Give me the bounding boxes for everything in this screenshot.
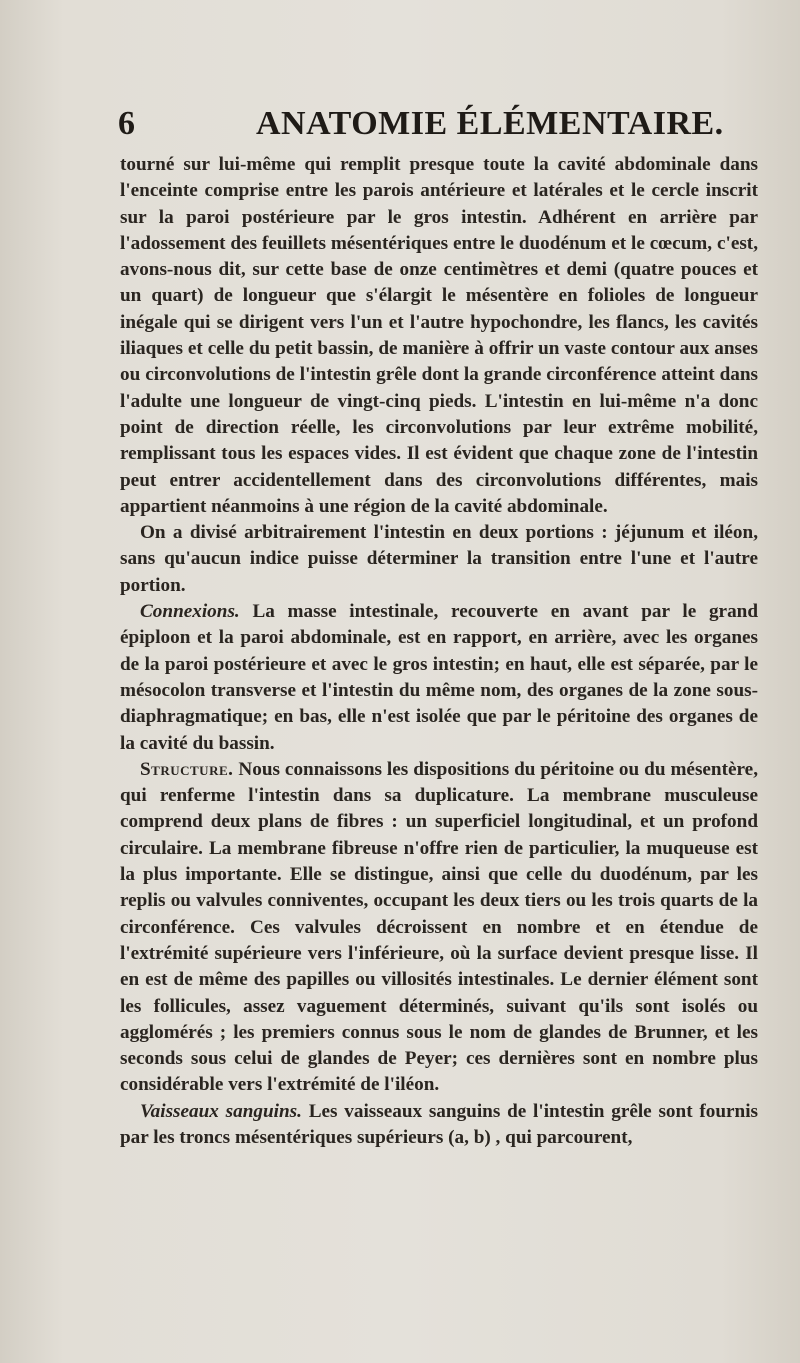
paragraph-text: tourné sur lui-même qui remplit presque toute la cavité abdominale dans l'enceinte comprise entre les parois antérieure et latérales et le cercle inscrit sur la paroi postérieure par le gros intestin. Adhérent en arrière par l'adossement des feuillets mésentériques entre le duodénum et le cœcum, c'est, avons-nous dit, sur cette base de onze centimètres et demi (quatre pouces et un quart) de longueur que s'élargit le mésentère en folioles de longueur inégale qui se dirigent vers l'un et l'autre hypochondre, les flancs, les cavités iliaques et celle du petit bassin, de manière à offrir un vaste contour aux anses ou circonvolutions de l'intestin grêle dont la grande circonférence atteint dans l'adulte une longueur de vingt-cinq pieds. L'intestin en lui-même n'a donc point de direction réelle, les circonvolutions par leur extrême mobilité, remplissant tous les espaces vides. Il est évident que chaque zone de l'intestin peut entrer accidentellement dans des circonvolutions différentes, mais appartient néanmoins à une région de la cavité abdominale. [120, 154, 758, 517]
paragraph-text: La masse intestinale, recouverte en avant par le grand épiploon et la paroi abdominale, est en rapport, en arrière, avec les organes de la paroi postérieure et avec le gros intestin; en haut, elle est séparée, par le mésocolon transverse et l'intestin du même nom, des organes de la zone sous-diaphragmatique; en bas, elle n'est isolée que par le péritoine des organes de la cavité du bassin. [120, 601, 758, 754]
paragraph-structure [120, 757, 758, 1099]
paragraph-text: Nous connaissons les dispositions du péritoine ou du mésentère, qui renferme l'intestin dans sa duplicature. La membrane musculeuse comprend deux plans de fibres : un superficiel longitudinal, et un profond circulaire. La membrane fibreuse n'offre rien de particulier, la muqueuse est la plus importante. Elle se distingue, ainsi que celle du duodénum, par les replis ou valvules conniventes, occupant les deux tiers ou les trois quarts de la circonférence. Ces valvules décroissent en nombre et en étendue de l'extrémité supérieure vers l'inférieure, où la surface devient presque lisse. Il en est de même des papilles ou villosités intestinales. Le dernier élément sont les follicules, assez vaguement déterminés, suivant qu'ils sont isolés ou agglomérés ; les premiers connus sous le nom de glandes de Brunner, et les seconds sous celui de glandes de Peyer; ces dernières sont en nombre plus considérable vers l'extrémité de l'iléon. [120, 758, 758, 1096]
paragraph-connexions [120, 599, 758, 757]
section-lead-vaisseaux: Vaisseaux sanguins. [140, 1100, 302, 1122]
paragraph-text: On a divisé arbitrairement l'intestin en deux portions : jéjunum et iléon, sans qu'aucun indice puisse déterminer la transition entre l'une et l'autre portion. [120, 522, 758, 596]
page-header [118, 100, 758, 150]
running-title: ANATOMIE ÉLÉMENTAIRE. [256, 105, 724, 142]
paragraph-division [120, 520, 758, 599]
section-lead-connexions: Connexions. [140, 601, 240, 623]
section-lead-structure: Structure. [140, 758, 234, 780]
body-text [120, 152, 758, 1151]
paragraph-vaisseaux [120, 1099, 758, 1152]
paragraph-text: Les vaisseaux sanguins de l'intestin grêle sont fournis par les troncs mésentériques supérieurs (a, b) , qui parcourent, [120, 1100, 758, 1148]
page-number: 6 [118, 105, 135, 142]
paragraph-intestine-description [120, 152, 758, 520]
